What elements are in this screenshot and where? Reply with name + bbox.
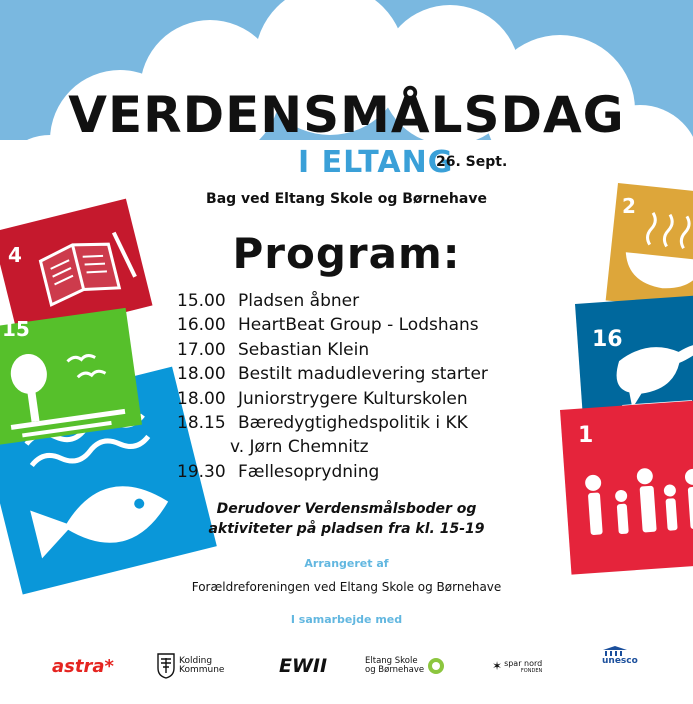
sdg1-number: 1 [578,423,594,448]
program-item [177,338,488,362]
program-item [177,313,488,337]
program-list [177,289,488,484]
program-event: Bæredygtighedspolitik i KK [238,413,468,434]
program-event: Bestilt madudlevering starter [238,364,488,385]
unesco-word: unesco [602,656,638,666]
program-time: 18.15 [177,413,226,434]
organizer-label: Arrangeret af [304,557,389,570]
program-event: Juniorstrygere Kulturskolen [238,388,468,409]
program-item [177,362,488,386]
eltang-skole-logo [365,648,445,684]
kolding-shield-icon [157,653,175,679]
program-time: 17.00 [177,339,226,360]
event-location: Bag ved Eltang Skole og Børnehave [206,191,487,207]
organizer-name: Forældreforeningen ved Eltang Skole og Børnehave [191,580,502,594]
event-date: 26. Sept. [436,154,508,170]
program-item [177,289,488,313]
sdg4-number: 4 [8,243,22,267]
poster-subtitle: I ELTANG [298,145,454,180]
program-time: 16.00 [177,315,226,336]
program-event: Sebastian Klein [238,339,370,360]
program-event: Pladsen åbner [238,291,360,311]
program-event: HeartBeat Group - Lodshans [238,315,479,336]
kolding-line2: Kommune [179,665,225,675]
program-item [177,460,488,484]
extra-line: Derudover Verdensmålsboder og [216,501,477,517]
program-item-continuation [177,435,488,459]
extra-info [0,499,693,539]
spar-nord-star-icon: ✶ [492,659,503,673]
sdg2-number: 2 [622,194,636,218]
astra-logo: astra* [52,655,114,677]
program-time: 18.00 [177,364,226,385]
spar-nord-name: spar nord [504,658,543,668]
program-time: 18.00 [177,388,226,409]
program-time: 15.00 [177,291,226,311]
program-heading: Program: [232,229,461,278]
kolding-kommune-logo [157,648,224,684]
kolding-line1: Kolding [179,656,213,666]
eltang-line1: Eltang Skole [365,656,418,666]
program-item [177,387,488,411]
collaboration-label: I samarbejde med [290,613,403,626]
spar-nord-sub: FONDEN [520,667,543,674]
eltang-line2: og Børnehave [365,665,425,675]
extra-line: aktiviteter på pladsen fra kl. 15-19 [208,521,485,537]
program-time: 19.30 [177,461,226,482]
spar-nord-logo [492,648,542,684]
eltang-sun-icon [427,657,445,675]
program-event: v. Jørn Chemnitz [230,437,369,458]
sdg16-number: 16 [592,327,623,352]
unesco-logo [602,645,638,681]
sdg15-number: 15 [2,317,30,341]
program-item [177,411,488,435]
ewii-logo: EWII [279,655,328,677]
poster-title: VERDENSMÅLSDAG [68,86,625,144]
program-event: Fællesoprydning [238,461,380,482]
